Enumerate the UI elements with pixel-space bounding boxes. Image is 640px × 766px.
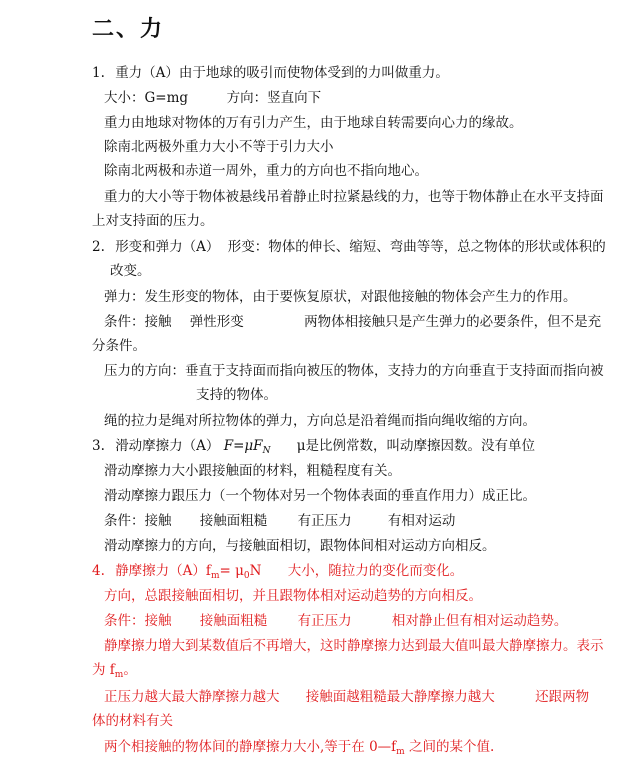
s2-title: 形变和弹力（A） bbox=[115, 239, 220, 255]
s3-formula: F=μF bbox=[223, 438, 263, 454]
s4-l3b: 接触面越粗糙最大静摩擦力越大 bbox=[305, 689, 495, 705]
s3-title: 滑动摩擦力（A） bbox=[115, 438, 220, 454]
s1-size-label: 大小： bbox=[104, 90, 145, 106]
s4-l3a: 正压力越大最大静摩擦力越大 bbox=[104, 689, 280, 705]
s2-def-b: 改变。 bbox=[110, 263, 151, 279]
s4-l4-sub: m bbox=[396, 747, 405, 757]
s2-cond-label: 条件：接触 bbox=[104, 314, 172, 330]
s2-rope: 绳的拉力是绳对所拉物体的弹力，方向总是沿着绳而指向绳收缩的方向。 bbox=[104, 413, 536, 429]
s1-line-3: 除南北两极和赤道一周外，重力的方向也不指向地心。 bbox=[104, 163, 428, 179]
s4-line-1: 方向，总跟接触面相切，并且跟物体相对运动趋势的方向相反。 bbox=[104, 588, 482, 604]
s3-line-1: 滑动摩擦力大小跟接触面的材料，粗糙程度有关。 bbox=[104, 463, 401, 479]
s1-size-line bbox=[104, 89, 321, 107]
s4-cond-4: 相对静止但有相对运动趋势。 bbox=[391, 613, 568, 629]
s4-line-2a: 静摩擦力增大到某数值后不再增大，这时静摩擦力达到最大值叫最大静摩擦力。表示 bbox=[104, 638, 604, 654]
s3-line-2: 滑动摩擦力跟压力（一个物体对另一个物体表面的垂直作用力）成正比。 bbox=[104, 488, 536, 504]
s3-mu-note: μ是比例常数，叫动摩擦因数。没有单位 bbox=[296, 438, 536, 454]
s1-dir-label: 方向： bbox=[226, 90, 268, 106]
s3-number: 3. bbox=[92, 438, 105, 454]
s1-line-2: 除南北两极外重力大小不等于引力大小 bbox=[104, 139, 334, 155]
s2-dir-b: 支持的物体。 bbox=[196, 387, 277, 403]
s4-l4a: 两个相接触的物体间的静摩擦力大小,等于在 0—f bbox=[104, 739, 397, 755]
s1-title-line bbox=[92, 64, 449, 82]
s2-line-1: 弹力：发生形变的物体，由于要恢复原状，对跟他接触的物体会产生力的作用。 bbox=[104, 289, 577, 305]
s4-cond-3: 有正压力 bbox=[297, 613, 352, 629]
s4-title-d: 大小，随拉力的变化而变化。 bbox=[287, 563, 464, 579]
s2-cond-c: 两物体相接触只是产生弹力的必要条件，但不是充 bbox=[304, 314, 602, 330]
s1-size-value: G=mg bbox=[144, 90, 189, 106]
s3-formula-sub: N bbox=[262, 446, 271, 456]
s4-cond-2: 接触面粗糙 bbox=[199, 613, 268, 629]
s4-title-sub-m: m bbox=[210, 571, 220, 581]
s1-line-1: 重力由地球对物体的万有引力产生，由于地球自转需要向心力的缘故。 bbox=[104, 115, 523, 131]
s2-title-line bbox=[92, 238, 606, 256]
s2-def-a: 形变：物体的伸长、缩短、弯曲等等，总之物体的形状或体积的 bbox=[227, 239, 606, 255]
s4-l3c: 还跟两物 bbox=[535, 689, 590, 705]
s4-line-3 bbox=[104, 688, 589, 706]
section-heading: 二、力 bbox=[92, 16, 165, 42]
s3-condition-line bbox=[104, 512, 455, 530]
s4-l4b: 之间的某个值. bbox=[404, 739, 495, 755]
s4-title-line bbox=[92, 562, 463, 585]
s4-cond-1: 条件：接触 bbox=[104, 613, 172, 629]
s4-title-c: N bbox=[249, 563, 262, 579]
s4-l2b-text: 为 f bbox=[92, 662, 115, 678]
s4-title-a: 静摩擦力（A）f bbox=[115, 563, 211, 579]
s3-line-3: 滑动摩擦力的方向，与接触面相切，跟物体间相对运动方向相反。 bbox=[104, 538, 496, 554]
s3-cond-3: 有正压力 bbox=[297, 513, 352, 529]
s2-dir-a: 压力的方向：垂直于支持面而指向被压的物体，支持力的方向垂直于支持面而指向被 bbox=[104, 363, 604, 379]
s1-dir-value: 竖直向下 bbox=[267, 90, 322, 106]
s2-cond-d: 分条件。 bbox=[92, 338, 146, 354]
s4-title-b: = μ bbox=[219, 563, 244, 579]
s2-cond-b: 弹性形变 bbox=[189, 314, 244, 330]
s4-l2b-sub: m bbox=[114, 670, 124, 680]
s3-cond-4: 有相对运动 bbox=[387, 513, 456, 529]
s4-line-4 bbox=[104, 738, 494, 761]
s2-number: 2. bbox=[92, 239, 105, 255]
s4-condition-line bbox=[104, 612, 567, 630]
s4-line-2b bbox=[92, 661, 137, 684]
s1-line-4b: 上对支持面的压力。 bbox=[92, 213, 214, 229]
s1-title: 重力（A）由于地球的吸引而使物体受到的力叫做重力。 bbox=[115, 65, 449, 81]
s3-cond-1: 条件：接触 bbox=[104, 513, 172, 529]
s3-cond-2: 接触面粗糙 bbox=[199, 513, 268, 529]
s4-l3d: 体的材料有关 bbox=[92, 713, 173, 729]
s4-title-sub-0: 0 bbox=[243, 571, 250, 581]
s3-title-line bbox=[92, 437, 535, 460]
s4-l2b-end: 。 bbox=[123, 662, 137, 678]
s1-line-4a: 重力的大小等于物体被悬线吊着静止时拉紧悬线的力，也等于物体静止在水平支持面 bbox=[104, 189, 604, 205]
s4-number: 4. bbox=[92, 563, 105, 579]
s1-number: 1. bbox=[92, 65, 105, 81]
s2-condition-line bbox=[104, 313, 601, 331]
